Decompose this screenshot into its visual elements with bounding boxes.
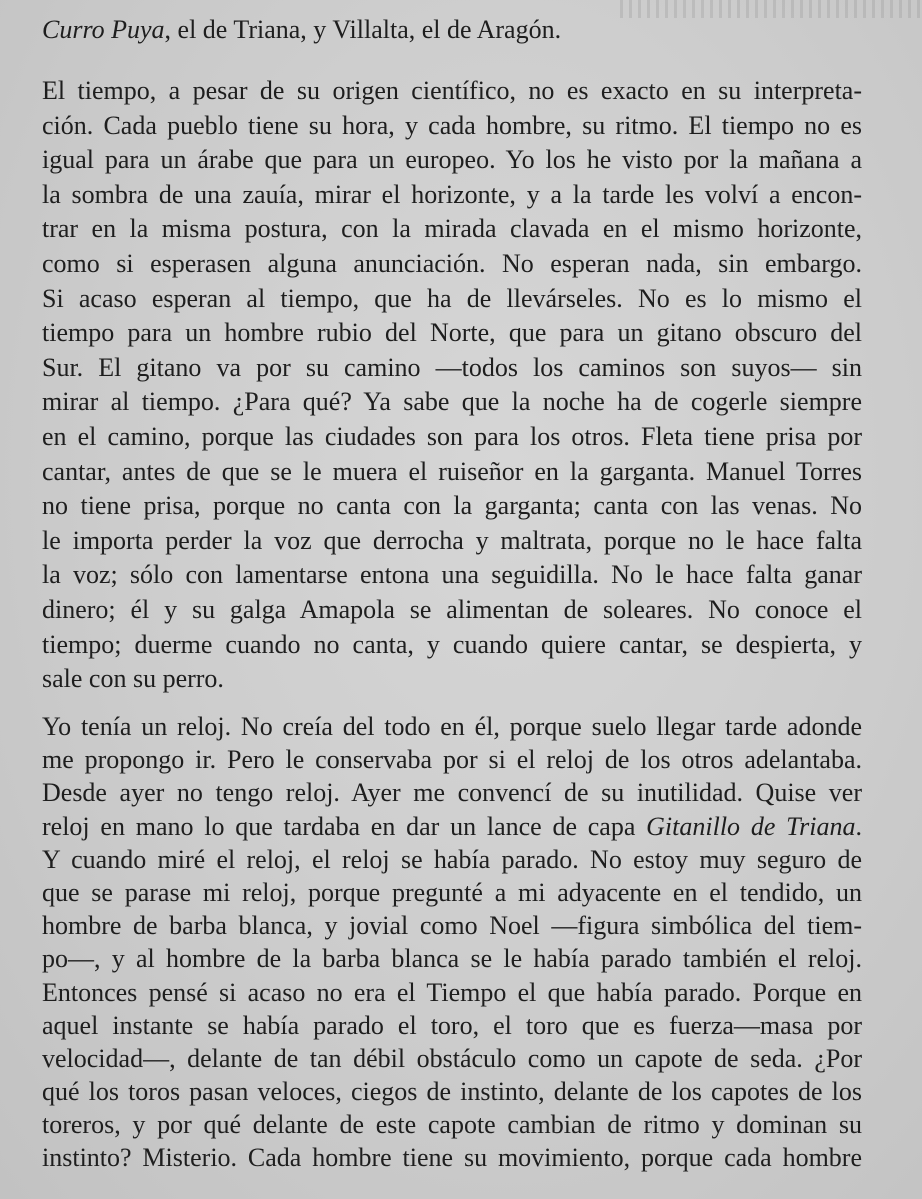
heading-italic-name: Curro Puya [42,15,165,44]
text-segment: reloj en mano lo que tardaba en dar un lance de capa [42,811,647,841]
text-line: la voz; sólo con lamentarse entona una seguidilla. No le hace falta ganar [42,560,862,590]
bleed-through-text [620,0,920,18]
text-line: que se parase mi reloj, porque pregunté a mi adyacente en el tendido, un [42,877,862,907]
text-line: en el camino, porque las ciudades son para los otros. Fleta tiene prisa por [42,421,862,451]
italic-name: Gitanillo de Triana [646,811,856,841]
text-line: como si esperasen alguna anunciación. No esperan nada, sin embargo. [42,248,862,278]
text-line: sale con su perro. [42,664,224,694]
text-line: Si acaso esperan al tiempo, que ha de llevárseles. No es lo mismo el [42,283,862,313]
text-line: Yo tenía un reloj. No creía del todo en él, porque suelo llegar tarde adonde [42,712,862,741]
text-line: Y cuando miré el reloj, el reloj se había parado. No estoy muy seguro de [42,844,862,874]
text-line: tiempo; duerme cuando no canta, y cuando quiere cantar, se despierta, y [42,629,862,659]
text-line: igual para un árabe que para un europeo. Yo los he visto por la mañana a [42,145,862,175]
text-line: Desde ayer no tengo reloj. Ayer me convencí de su inutilidad. Quise ver [42,778,862,808]
text-line: cantar, antes de que se le muera el ruiseñor en la garganta. Manuel Torres [42,456,862,486]
text-line-with-italic [42,810,862,843]
paragraph-2 [42,710,862,1175]
text-line: Sur. El gitano va por su camino —todos los caminos son suyos— sin [42,352,862,382]
text-line: tiempo para un hombre rubio del Norte, que para un gitano obscuro del [42,318,862,348]
text-line: qué los toros pasan veloces, ciegos de instinto, delante de los capotes de los [42,1077,862,1107]
text-line: ción. Cada pueblo tiene su hora, y cada hombre, su ritmo. El tiempo no es [42,110,862,140]
heading-line [42,12,561,48]
paragraph-1 [42,74,862,697]
text-segment: . [855,811,862,841]
text-line: po—, y al hombre de la barba blanca se le había parado también el reloj. [42,944,862,974]
text-line: velocidad—, delante de tan débil obstáculo como un capote de seda. ¿Por [42,1043,862,1073]
text-line: me propongo ir. Pero le conservaba por si el reloj de los otros adelantaba. [42,745,862,775]
text-line: le importa perder la voz que derrocha y maltrata, porque no le hace falta [42,525,862,555]
text-line: la sombra de una zauía, mirar el horizonte, y a la tarde les volví a encon- [42,179,862,209]
text-line: toreros, y por qué delante de este capote cambian de ritmo y dominan su [42,1110,862,1140]
text-line: dinero; él y su galga Amapola se alimentan de soleares. No conoce el [42,594,862,624]
text-line: El tiempo, a pesar de su origen científico, no es exacto en su interpreta- [42,76,862,105]
text-line: no tiene prisa, porque no canta con la garganta; canta con las venas. No [42,491,862,521]
heading-rest: , el de Triana, y Villalta, el de Aragón. [164,15,562,44]
text-line: mirar al tiempo. ¿Para qué? Ya sabe que la noche ha de cogerle siempre [42,387,862,417]
text-line: Entonces pensé si acaso no era el Tiempo el que había parado. Porque en [42,977,862,1007]
text-line: instinto? Misterio. Cada hombre tiene su movimiento, porque cada hombre [42,1143,862,1173]
text-line: trar en la misma postura, con la mirada clavada en el mismo horizonte, [42,214,862,244]
text-line: aquel instante se había parado el toro, el toro que es fuerza—masa por [42,1010,862,1040]
text-line: hombre de barba blanca, y jovial como Noel —figura simbólica del tiem- [42,911,862,941]
